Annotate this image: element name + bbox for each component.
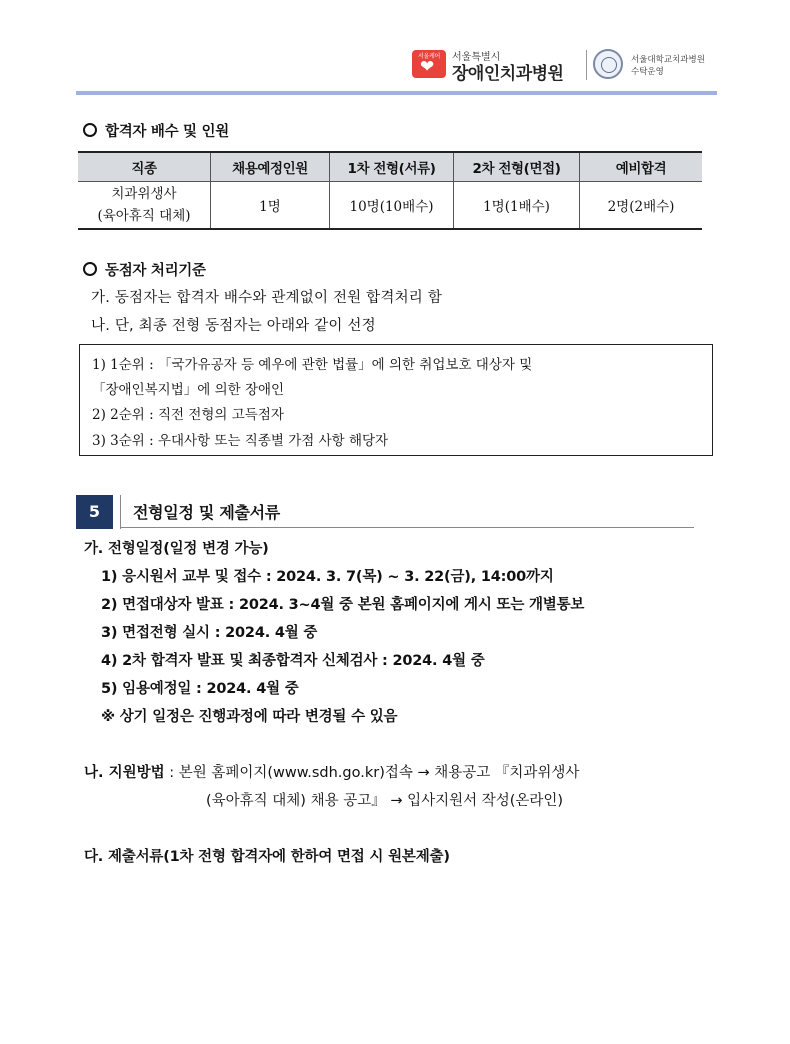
tie-priority-box [79, 344, 713, 456]
schedule-item: 5) 임용예정일 : 2024. 4월 중 [101, 681, 299, 697]
priority-2: 2) 2순위 : 직전 전형의 고득점자 [92, 407, 284, 423]
section-number: 5 [76, 495, 113, 529]
cell-first: 10명(10배수) [330, 182, 454, 230]
apply-line1: : 본원 홈페이지(www.sdh.go.kr)접속 → 채용공고 『치과위생사 [164, 765, 580, 781]
section-divider [120, 495, 121, 529]
heart-icon: ❤ [420, 57, 435, 77]
priority-1: 1) 1순위 : 「국가유공자 등 예우에 관한 법률」에 의한 취업보호 대상자 및 [92, 357, 533, 373]
hospital-name: 장애인치과병원 [452, 64, 564, 84]
header-separator [586, 50, 587, 80]
tie-heading: 동점자 처리기준 [83, 259, 206, 280]
cell-planned: 1명 [211, 182, 330, 230]
table-row [78, 182, 702, 230]
circle-bullet-icon [83, 123, 97, 137]
section-underline [120, 527, 694, 528]
schedule-item: 2) 면접대상자 발표 : 2024. 3~4월 중 본원 홈페이지에 게시 또는 개별통보 [101, 597, 585, 613]
apply-line2: (육아휴직 대체) 채용 공고』 → 입사지원서 작성(온라인) [206, 793, 564, 809]
university-seal-icon [593, 49, 623, 79]
table-header-row [78, 152, 702, 182]
schedule-item: 4) 2차 합격자 발표 및 최종합격자 신체검사 : 2024. 4월 중 [101, 653, 485, 669]
university-line2: 수탁운영 [631, 67, 664, 77]
schedule-item: 3) 면접전형 실시 : 2024. 4월 중 [101, 625, 318, 641]
circle-bullet-icon [83, 262, 97, 276]
section-title: 전형일정 및 제출서류 [133, 503, 280, 522]
priority-1-cont: 「장애인복지법」에 의한 장애인 [92, 382, 285, 398]
apply-method [84, 761, 579, 782]
hospital-sub: 서울특별시 [452, 52, 501, 63]
logo-small-text: 서울케어 [418, 53, 440, 60]
cell-reserve: 2명(2배수) [580, 182, 703, 230]
university-line1: 서울대학교치과병원 [631, 55, 705, 65]
apply-label: 나. 지원방법 [84, 765, 165, 781]
header-bar [76, 91, 717, 95]
schedule-heading: 가. 전형일정(일정 변경 가능) [84, 541, 269, 557]
schedule-note: ※ 상기 일정은 진행과정에 따라 변경될 수 있음 [101, 709, 398, 725]
tie-line-a: 가. 동점자는 합격자 배수와 관계없이 전원 합격처리 함 [91, 290, 443, 306]
cell-job: 치과위생사 (육아휴직 대체) [78, 182, 211, 230]
quota-table [78, 151, 702, 230]
col-first: 1차 전형(서류) [330, 152, 454, 182]
priority-3: 3) 3순위 : 우대사항 또는 직종별 가점 사항 해당자 [92, 433, 389, 449]
quota-heading: 합격자 배수 및 인원 [83, 120, 229, 141]
col-reserve: 예비합격 [580, 152, 703, 182]
schedule-item: 1) 응시원서 교부 및 접수 : 2024. 3. 7(목) ~ 3. 22(금), 14:00까지 [101, 569, 554, 585]
col-job: 직종 [78, 152, 211, 182]
docs-heading: 다. 제출서류(1차 전형 합격자에 한하여 면접 시 원본제출) [84, 849, 450, 865]
seoul-care-logo [412, 50, 446, 78]
col-second: 2차 전형(면접) [454, 152, 580, 182]
col-planned: 채용예정인원 [211, 152, 330, 182]
tie-line-b: 나. 단, 최종 전형 동점자는 아래와 같이 선정 [91, 318, 376, 334]
cell-second: 1명(1배수) [454, 182, 580, 230]
